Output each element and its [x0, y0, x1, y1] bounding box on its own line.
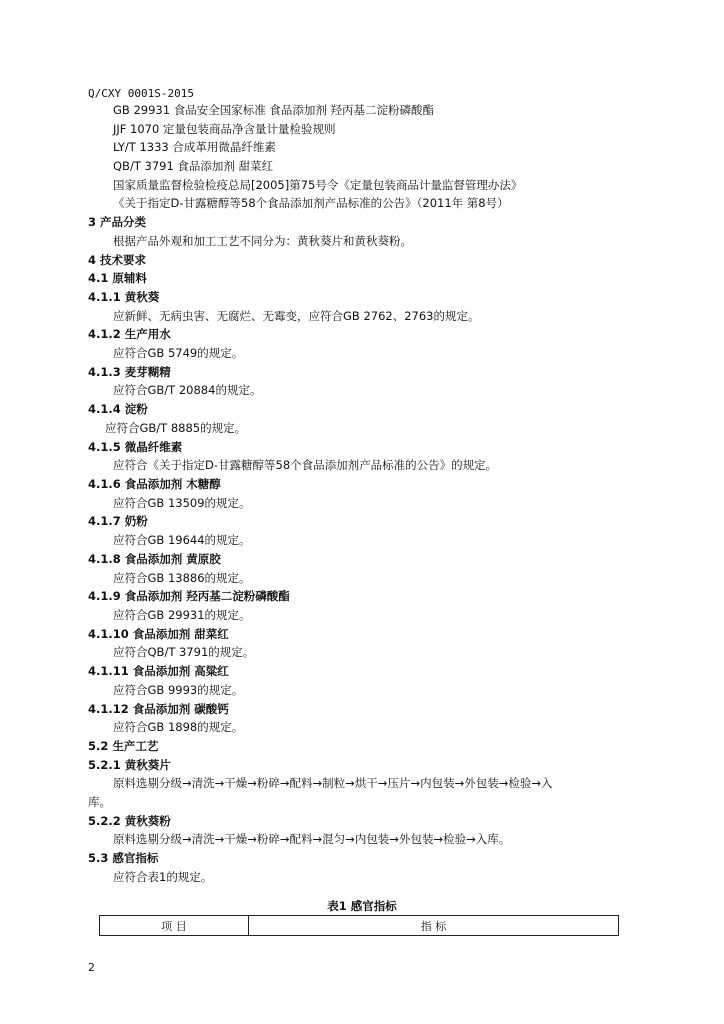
section-heading: 5.3 感官指标 — [88, 851, 159, 865]
subsection-heading: 4.1.8 食品添加剂 黄原胶 — [88, 552, 221, 566]
paragraph: 应符合GB 29931的规定。 — [113, 608, 251, 622]
page-number: 2 — [88, 961, 95, 974]
table-header-cell: 项 目 — [100, 916, 249, 936]
subsection-heading: 4.1.5 微晶纤维素 — [88, 440, 183, 454]
reference-line: GB 29931 食品安全国家标准 食品添加剂 羟丙基二淀粉磷酸酯 — [113, 103, 435, 117]
paragraph: 原料选剔分级→清洗→干燥→粉碎→配料→制粒→烘干→压片→内包装→外包装→检验→入 — [113, 776, 553, 790]
table-header-row — [100, 916, 619, 936]
reference-line: JJF 1070 定量包装商品净含量计量检验规则 — [113, 122, 336, 136]
paragraph: 应符合GB 9993的规定。 — [113, 683, 244, 697]
reference-line: 《关于指定D-甘露糖醇等58个食品添加剂产品标准的公告》（2011年 第8号） — [113, 196, 509, 210]
paragraph: 应符合GB 5749的规定。 — [113, 346, 244, 360]
paragraph: 应符合《关于指定D-甘露糖醇等58个食品添加剂产品标准的公告》的规定。 — [113, 458, 498, 472]
sensory-indicator-table — [99, 915, 619, 936]
subsection-heading: 4.1.6 食品添加剂 木糖醇 — [88, 477, 221, 491]
paragraph: 应符合GB 1898的规定。 — [113, 720, 244, 734]
reference-line: QB/T 3791 食品添加剂 甜菜红 — [113, 159, 274, 173]
subsection-heading: 4.1.2 生产用水 — [88, 327, 171, 341]
paragraph: 应符合GB 19644的规定。 — [113, 533, 251, 547]
table-header-cell: 指 标 — [249, 916, 619, 936]
section-heading: 4.1 原辅料 — [88, 271, 147, 285]
subsection-heading: 4.1.3 麦芽糊精 — [88, 365, 171, 379]
subsection-heading: 5.2.1 黄秋葵片 — [88, 758, 171, 772]
subsection-heading: 4.1.10 食品添加剂 甜菜红 — [88, 627, 229, 641]
subsection-heading: 4.1.1 黄秋葵 — [88, 290, 160, 304]
paragraph-continuation: 库。 — [88, 795, 111, 809]
paragraph: 应符合GB 13886的规定。 — [113, 571, 251, 585]
reference-line: LY/T 1333 合成革用微晶纤维素 — [113, 140, 276, 154]
paragraph: 应符合QB/T 3791的规定。 — [113, 645, 255, 659]
paragraph: 应符合GB/T 8885的规定。 — [105, 421, 247, 435]
section-heading: 3 产品分类 — [88, 215, 147, 229]
paragraph: 原料选剔分级→清洗→干燥→粉碎→配料→混匀→内包装→外包装→检验→入库。 — [113, 832, 511, 846]
paragraph: 应新鲜、无病虫害、无腐烂、无霉变，应符合GB 2762、2763的规定。 — [113, 309, 480, 323]
subsection-heading: 4.1.7 奶粉 — [88, 514, 148, 528]
section-heading: 5.2 生产工艺 — [88, 739, 159, 753]
standard-code-header: Q/CXY 0001S-2015 — [88, 87, 194, 100]
subsection-heading: 4.1.9 食品添加剂 羟丙基二淀粉磷酸酯 — [88, 589, 290, 603]
paragraph: 根据产品外观和加工工艺不同分为：黄秋葵片和黄秋葵粉。 — [113, 234, 412, 248]
section-heading: 4 技术要求 — [88, 253, 147, 267]
paragraph: 应符合GB 13509的规定。 — [113, 496, 251, 510]
subsection-heading: 5.2.2 黄秋葵粉 — [88, 814, 171, 828]
table-caption: 表1 感官指标 — [327, 899, 397, 913]
reference-line: 国家质量监督检验检疫总局[2005]第75号令《定量包装商品计量监督管理办法》 — [113, 178, 523, 192]
subsection-heading: 4.1.12 食品添加剂 碳酸钙 — [88, 702, 229, 716]
subsection-heading: 4.1.4 淀粉 — [88, 402, 148, 416]
paragraph: 应符合GB/T 20884的规定。 — [113, 383, 262, 397]
subsection-heading: 4.1.11 食品添加剂 高粱红 — [88, 664, 229, 678]
paragraph: 应符合表1的规定。 — [113, 870, 213, 884]
